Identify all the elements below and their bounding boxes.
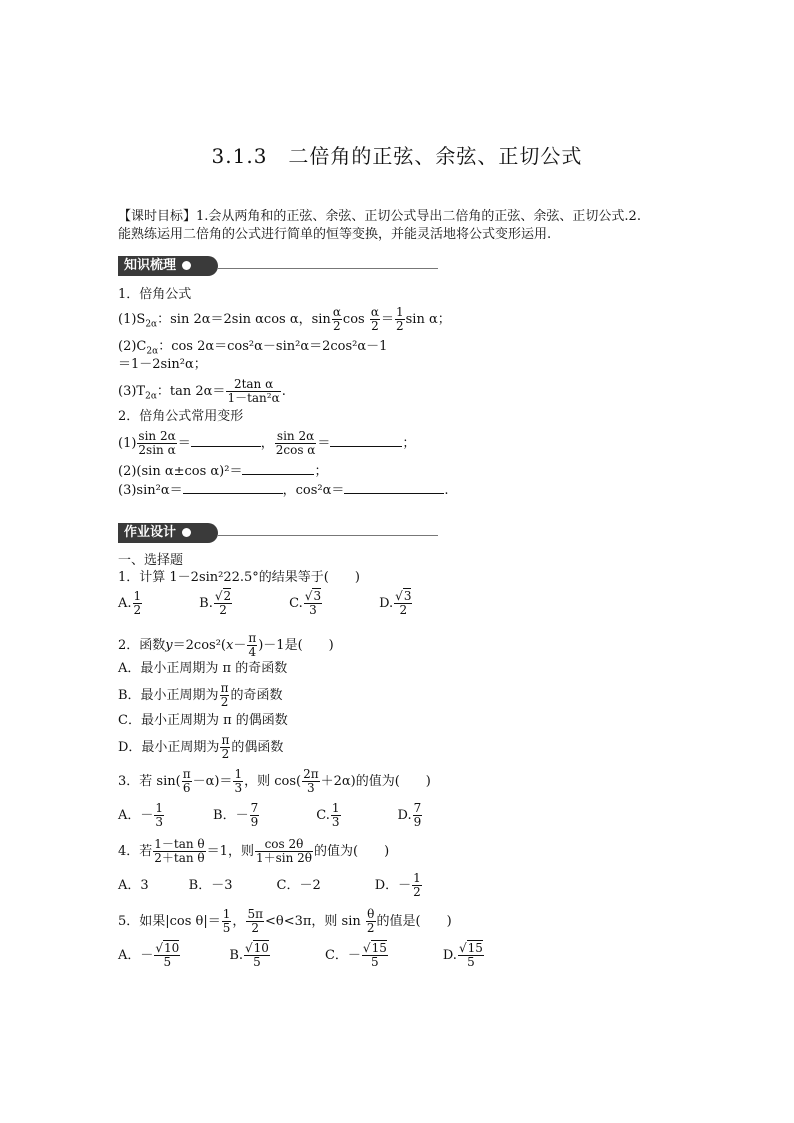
variant-3: (3)sin²α＝ ，cos²α＝ . bbox=[118, 483, 449, 498]
q5-options: A．－ $\frac{√10}{5}$ B. $\frac{√10}{5}$ C．－ $\frac{√15}{5}$ D. $\frac{√15}{5}$ bbox=[118, 941, 483, 969]
q4-options: A．3 B．－3 C．－2 D．－ $\frac{1}{2}$ bbox=[118, 871, 421, 899]
heading-choice: 一、选择题 bbox=[118, 553, 184, 568]
q2-option-c: C．最小正周期为 π 的偶函数 bbox=[118, 713, 288, 728]
fill-blank[interactable] bbox=[344, 481, 444, 494]
dot-icon bbox=[182, 528, 191, 537]
goals-line-1: 1.会从两角和的正弦、余弦、正切公式导出二倍角的正弦、余弦、正切公式.2. bbox=[196, 209, 641, 224]
q1-stem: 1．计算 1－2sin²22.5°的结果等于( ) bbox=[118, 570, 360, 585]
section-banner-homework bbox=[118, 523, 438, 543]
section-rule bbox=[218, 535, 438, 536]
q4-stem: 4．若 $\frac{\text{1－tan θ}}{\text{2＋tan θ}}$ ＝1，则 $\frac{\cos 2\theta}{1+\sin 2\theta}$ 的值为( ) bbox=[118, 837, 390, 865]
formula-cos-2: ＝1－2sin²α； bbox=[118, 357, 207, 372]
q2-option-a: A．最小正周期为 π 的奇函数 bbox=[118, 661, 288, 676]
page-title: 3.1.3 二倍角的正弦、余弦、正切公式 bbox=[211, 144, 583, 168]
formula-sin: $(1)S_{2\alpha}$：sin 2α＝2sin αcos α，sin $\frac{\alpha}{2}$ cos $\frac{\alpha}{2}$ ＝ $\frac{1}{2}$ sin α； bbox=[118, 305, 451, 333]
section-label: 作业设计 bbox=[118, 523, 218, 543]
variant-1: (1) $\frac{\sin 2\alpha}{\text{2sin α}}$ ＝ ， $\frac{\sin 2\alpha}{\text{2cos α}}$ ＝ ； bbox=[118, 429, 416, 457]
dot-icon bbox=[182, 261, 191, 270]
q2-option-d: D．最小正周期为 $\frac{\pi}{2}$ 的偶函数 bbox=[118, 733, 284, 761]
formula-cos: $(2)C_{2\alpha}$：cos 2α＝cos²α－sin²α＝2cos²α－1 bbox=[118, 339, 388, 357]
goals-tag: 【课时目标】 bbox=[118, 209, 197, 224]
section-rule bbox=[218, 268, 438, 269]
q3-options: A．－ $\frac{1}{3}$ B．－ $\frac{7}{9}$ C. $\frac{1}{3}$ D. $\frac{7}{9}$ bbox=[118, 801, 422, 829]
fill-blank[interactable] bbox=[330, 434, 402, 447]
q5-stem: 5．如果|cos θ|＝ $\frac{1}{5}$ ， $\frac{5\pi}{2}$ <θ<3π，则 sin $\frac{\theta}{2}$ 的值是( ) bbox=[118, 907, 452, 935]
fill-blank[interactable] bbox=[191, 434, 261, 447]
fill-blank[interactable] bbox=[183, 481, 283, 494]
q2-option-b: B．最小正周期为 $\frac{\pi}{2}$ 的奇函数 bbox=[118, 681, 283, 709]
lesson-goals bbox=[118, 208, 678, 244]
heading-variants: 2．倍角公式常用变形 bbox=[118, 409, 244, 424]
goals-line-2: 能熟练运用二倍角的公式进行简单的恒等变换，并能灵活地将公式变形运用. bbox=[118, 227, 552, 242]
q3-stem: 3．若 sin( $\frac{\pi}{6}$ －α)＝ $\frac{1}{3}$ ，则 cos( $\frac{2\pi}{3}$ ＋2α)的值为( ) bbox=[118, 767, 431, 795]
variant-2: (2)(sin α±cos α)²＝ ； bbox=[118, 464, 328, 479]
fill-blank[interactable] bbox=[242, 462, 314, 475]
heading-double-angle: 1．倍角公式 bbox=[118, 287, 192, 302]
section-label: 知识梳理 bbox=[118, 256, 218, 276]
formula-tan: $(3)T_{2\alpha}$：tan 2α＝ $\frac{\text{2tan α}}{\text{1－tan²α}}$ . bbox=[118, 377, 286, 405]
section-banner-knowledge bbox=[118, 256, 438, 276]
q2-stem: 2．函数y＝2cos²(x－ $\frac{\pi}{4}$ )－1是( ) bbox=[118, 631, 334, 659]
q1-options: A. $\frac{1}{2}$ B. $\frac{√2}{2}$ C. $\frac{√3}{3}$ D. $\frac{√3}{2}$ bbox=[118, 589, 412, 617]
